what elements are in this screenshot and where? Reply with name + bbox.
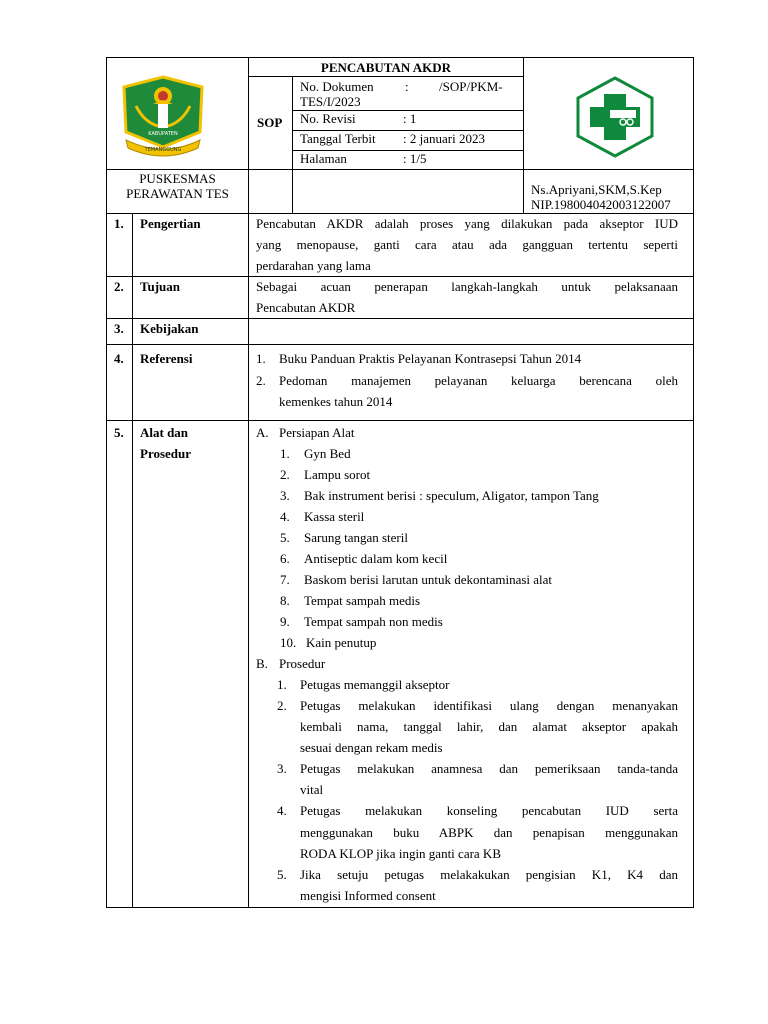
puskesmas-name-line1: PUSKESMAS bbox=[139, 171, 216, 186]
procedure-line: kembali nama, tanggal lahir, dan alamat akseptor apakah bbox=[300, 719, 678, 734]
issue-date-value: : 2 januari 2023 bbox=[403, 131, 485, 146]
procedure-line: Petugas memanggil akseptor bbox=[300, 677, 450, 692]
row-label-pengertian: Pengertian bbox=[140, 216, 201, 231]
procedure-number: 3. bbox=[277, 761, 287, 776]
signer-name: Ns.Apriyani,SKM,S.Kep bbox=[531, 182, 662, 197]
equipment-item: Baskom berisi larutan untuk dekontaminasi alat bbox=[304, 572, 553, 587]
procedure-line: Jika setuju petugas melakakukan pengisian K1, K4 dan bbox=[300, 867, 678, 882]
definition-line: yang menopause, ganti cara atau ada gangguan tertentu seperti bbox=[256, 237, 678, 252]
equipment-item: Antiseptic dalam kom kecil bbox=[304, 551, 448, 566]
procedure-line: menggunakan buku ABPK dan penapisan menggunakan bbox=[300, 825, 678, 840]
procedure-number: 4. bbox=[277, 803, 287, 818]
regency-logo bbox=[118, 74, 208, 160]
signer-nip: NIP.198004042003122007 bbox=[531, 197, 671, 212]
equipment-item: Sarung tangan steril bbox=[304, 530, 408, 545]
reference-line: kemenkes tahun 2014 bbox=[279, 394, 393, 409]
procedure-line: Petugas melakukan konseling pencabutan IUD serta bbox=[300, 803, 678, 818]
reference-number: 2. bbox=[256, 373, 266, 388]
sop-label: SOP bbox=[257, 115, 283, 130]
equipment-number: 7. bbox=[280, 572, 290, 587]
doc-number-label: No. Dokumen bbox=[300, 79, 374, 94]
revision-label: No. Revisi bbox=[300, 111, 356, 126]
procedure-line: Petugas melakukan anamnesa dan pemeriksaan tanda-tanda bbox=[300, 761, 678, 776]
revision-value: : 1 bbox=[403, 111, 417, 126]
section-title-persiapan: Persiapan Alat bbox=[279, 425, 355, 440]
section-letter: B. bbox=[256, 656, 268, 671]
equipment-number: 8. bbox=[280, 593, 290, 608]
row-label-alat: Alat dan bbox=[140, 425, 189, 440]
procedure-line: sesuai dengan rekam medis bbox=[300, 740, 443, 755]
equipment-number: 3. bbox=[280, 488, 290, 503]
equipment-number: 6. bbox=[280, 551, 290, 566]
definition-line: Pencabutan AKDR adalah proses yang dilakukan pada akseptor IUD bbox=[256, 216, 678, 231]
reference-line: Pedoman manajemen pelayanan keluarga berencana oleh bbox=[279, 373, 678, 388]
equipment-item: Tempat sampah medis bbox=[304, 593, 421, 608]
row-number: 2. bbox=[114, 279, 124, 294]
row-label-referensi: Referensi bbox=[140, 351, 193, 366]
section-title-prosedur: Prosedur bbox=[279, 656, 326, 671]
procedure-number: 2. bbox=[277, 698, 287, 713]
issue-date-label: Tanggal Terbit bbox=[300, 131, 376, 146]
purpose-line: Pencabutan AKDR bbox=[256, 300, 356, 315]
procedure-line: mengisi Informed consent bbox=[300, 888, 436, 903]
equipment-item: Gyn Bed bbox=[304, 446, 351, 461]
logo-caption: KABUPATEN bbox=[148, 131, 178, 137]
equipment-item: Lampu sorot bbox=[304, 467, 371, 482]
equipment-number: 1. bbox=[280, 446, 290, 461]
sop-title: PENCABUTAN AKDR bbox=[320, 60, 452, 75]
procedure-number: 1. bbox=[277, 677, 287, 692]
puskesmas-name-line2: PERAWATAN TES bbox=[126, 186, 229, 201]
equipment-item: Kassa steril bbox=[304, 509, 365, 524]
row-number: 1. bbox=[114, 216, 124, 231]
procedure-line: vital bbox=[300, 782, 324, 797]
purpose-line: Sebagai acuan penerapan langkah-langkah untuk pelaksanaan bbox=[256, 279, 678, 294]
health-cross-logo bbox=[570, 74, 660, 160]
row-number: 4. bbox=[114, 351, 124, 366]
equipment-number: 4. bbox=[280, 509, 290, 524]
doc-number-value: /SOP/PKM- bbox=[439, 79, 503, 94]
procedure-line: Petugas melakukan identifikasi ulang dengan menanyakan bbox=[300, 698, 678, 713]
reference-line: Buku Panduan Praktis Pelayanan Kontrasepsi Tahun 2014 bbox=[279, 351, 582, 366]
row-number: 3. bbox=[114, 321, 124, 336]
doc-number-colon: : bbox=[405, 79, 409, 94]
equipment-number: 5. bbox=[280, 530, 290, 545]
procedure-number: 5. bbox=[277, 867, 287, 882]
row-label-kebijakan: Kebijakan bbox=[140, 321, 199, 336]
row-label-tujuan: Tujuan bbox=[140, 279, 180, 294]
section-letter: A. bbox=[256, 425, 269, 440]
page-label: Halaman bbox=[300, 151, 347, 166]
row-number: 5. bbox=[114, 425, 124, 440]
procedure-line: RODA KLOP jika ingin ganti cara KB bbox=[300, 846, 501, 861]
row-label-prosedur: Prosedur bbox=[140, 446, 192, 461]
equipment-item: Bak instrument berisi : speculum, Aligator, tampon Tang bbox=[304, 488, 599, 503]
equipment-item: Tempat sampah non medis bbox=[304, 614, 443, 629]
equipment-number: 2. bbox=[280, 467, 290, 482]
health-cross-icon bbox=[570, 74, 660, 160]
equipment-number: 9. bbox=[280, 614, 290, 629]
equipment-number: 10. bbox=[280, 635, 297, 650]
logo-ribbon-text: TEMANGGUNG bbox=[144, 147, 182, 153]
regency-emblem-icon bbox=[118, 74, 208, 160]
equipment-item: Kain penutup bbox=[306, 635, 377, 650]
reference-number: 1. bbox=[256, 351, 266, 366]
definition-line: perdarahan yang lama bbox=[256, 258, 371, 273]
page-value: : 1/5 bbox=[403, 151, 427, 166]
doc-number-value-cont: TES/I/2023 bbox=[300, 94, 361, 109]
